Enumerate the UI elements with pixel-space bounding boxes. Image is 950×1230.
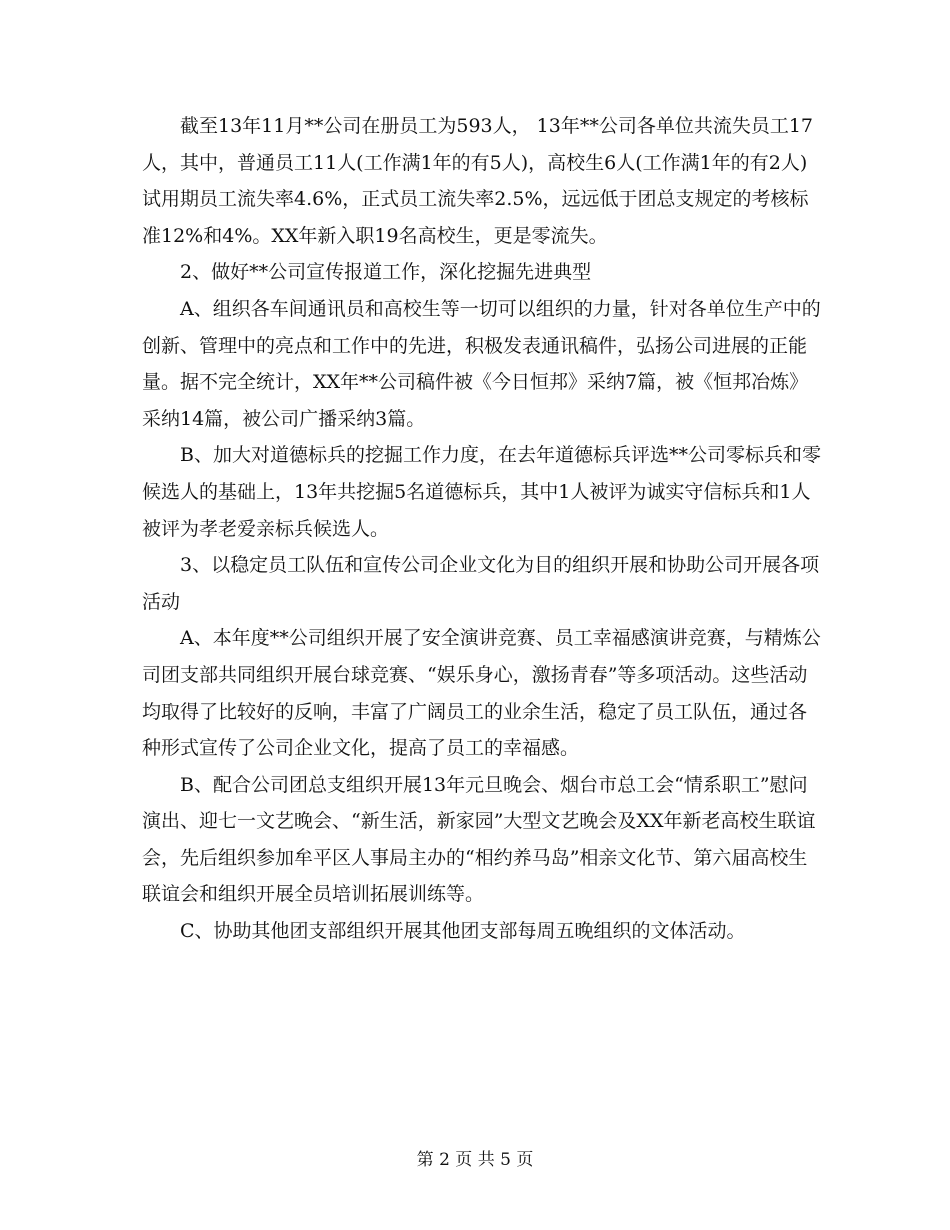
- paragraph-events: B、配合公司团总支组织开展13年元旦晚会、烟台市总工会“情系职工”慰问演出、迎七一文艺晚会、“新生活，新家园”大型文艺晚会及XX年新老高校生联谊会，先后组织参加牟平区人事局主办的“相约养马岛”相亲文化节、第六届高校生联谊会和组织开展全员培训拓展训练等。: [142, 773, 816, 906]
- document-body: [142, 108, 822, 950]
- paragraph-staff-turnover: 截至13年11月**公司在册员工为593人， 13年**公司各单位共流失员工17人，其中，普通员工11人(工作满1年的有5人)，高校生6人(工作满1年的有2人)试用期员工流失率4.6%，正式员工流失率2.5%，远远低于团总支规定的考核标准12%和4%。XX年新入职19名高校生，更是零流失。: [142, 115, 814, 247]
- heading-activities: 3、以稳定员工队伍和宣传公司企业文化为目的组织开展和协助公司开展各项活动: [142, 554, 820, 613]
- paragraph-correspondents: A、组织各车间通讯员和高校生等一切可以组织的力量，针对各单位生产中的创新、管理中的亮点和工作中的先进，积极发表通讯稿件，弘扬公司进展的正能量。据不完全统计，XX年**公司稿件被《今日恒邦》采纳7篇，被《恒邦冶炼》采纳14篇，被公司广播采纳3篇。: [142, 297, 821, 430]
- paragraph-moral-models: B、加大对道德标兵的挖掘工作力度，在去年道德标兵评选**公司零标兵和零候选人的基础上，13年共挖掘5名道德标兵，其中1人被评为诚实守信标兵和1人被评为孝老爱亲标兵候选人。: [142, 444, 821, 540]
- paragraph-friday-activities: C、协助其他团支部组织开展其他团支部每周五晚组织的文体活动。: [180, 920, 746, 943]
- page-number-footer: 第 2 页 共 5 页: [416, 1150, 534, 1170]
- heading-publicity-work: 2、做好**公司宣传报道工作，深化挖掘先进典型: [180, 261, 592, 284]
- paragraph-competitions: A、本年度**公司组织开展了安全演讲竞赛、员工幸福感演讲竞赛，与精炼公司团支部共同组织开展台球竞赛、“娱乐身心，激扬青春”等多项活动。这些活动均取得了比较好的反响，丰富了广阔员工的业余生活，稳定了员工队伍，通过各种形式宣传了公司企业文化，提高了员工的幸福感。: [142, 627, 821, 760]
